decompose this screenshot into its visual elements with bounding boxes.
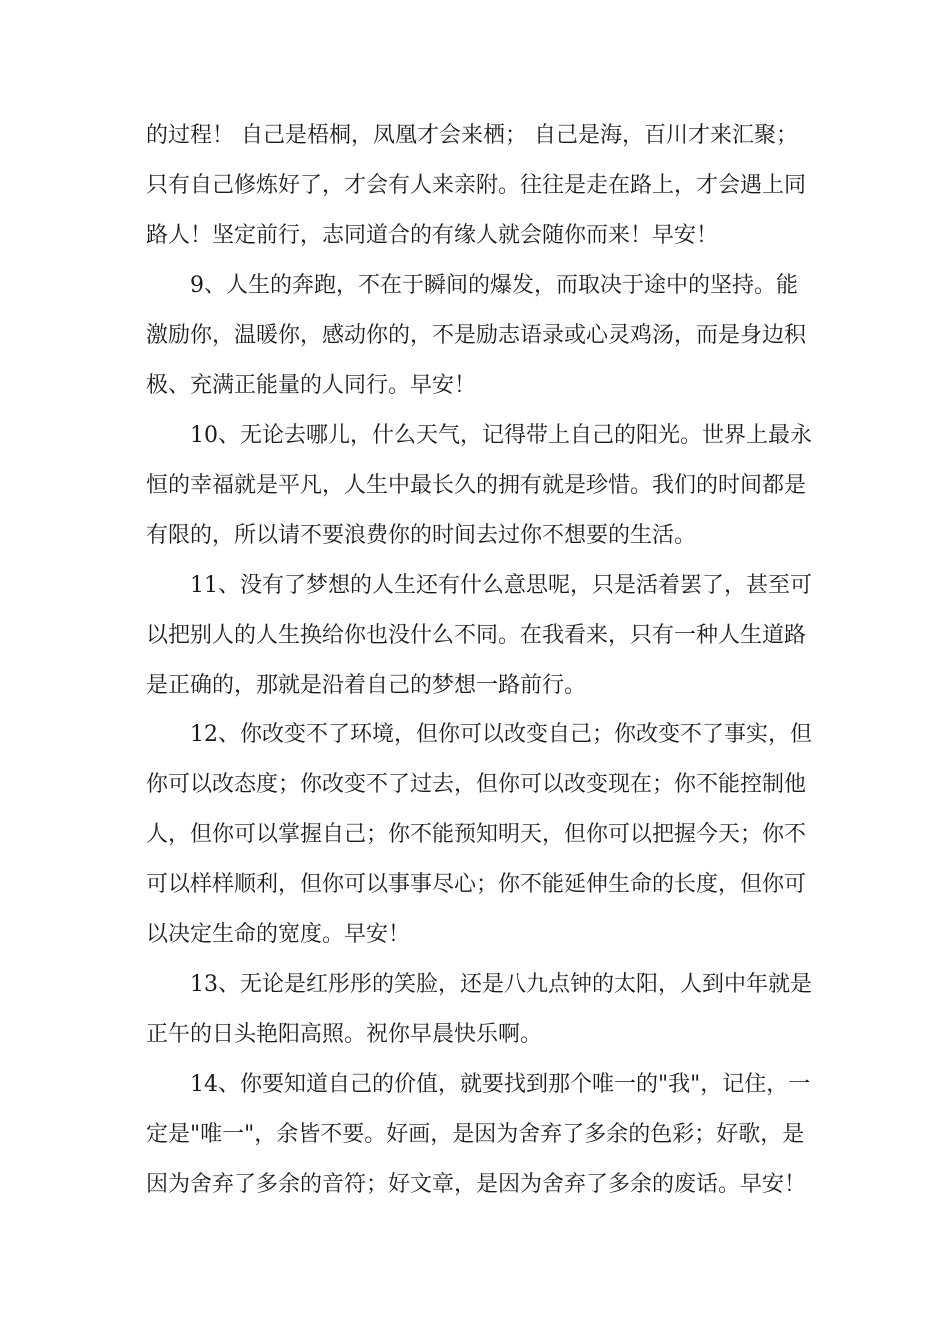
text-line: 极、充满正能量的人同行。早安！ xyxy=(146,373,477,398)
text-line: 有限的，所以请不要浪费你的时间去过你不想要的生活。 xyxy=(146,523,697,548)
text-line: 可以样样顺利，但你可以事事尽心；你不能延伸生命的长度，但你可 xyxy=(146,872,807,897)
paragraph-11-start: 11、没有了梦想的人生还有什么意思呢，只是活着罢了，甚至可 xyxy=(190,573,812,598)
text-line: 路人！坚定前行，志同道合的有缘人就会随你而来！早安！ xyxy=(146,223,719,248)
text-line: 人，但你可以掌握自己；你不能预知明天，但你可以把握今天；你不 xyxy=(146,822,807,847)
text-line: 正午的日头艳阳高照。祝你早晨快乐啊。 xyxy=(146,1022,543,1047)
text-line: 因为舍弃了多余的音符；好文章，是因为舍弃了多余的废话。早安！ xyxy=(146,1172,807,1197)
text-line: 你可以改态度；你改变不了过去，但你可以改变现在；你不能控制他 xyxy=(146,772,807,797)
paragraph-13-start: 13、无论是红彤彤的笑脸，还是八九点钟的太阳，人到中年就是 xyxy=(190,972,812,997)
text-line: 是正确的，那就是沿着自己的梦想一路前行。 xyxy=(146,673,587,698)
text-line: 定是"唯一"，余皆不要。好画，是因为舍弃了多余的色彩；好歌，是 xyxy=(146,1122,805,1147)
text-line: 恒的幸福就是平凡，人生中最长久的拥有就是珍惜。我们的时间都是 xyxy=(146,473,807,498)
text-line: 只有自己修炼好了，才会有人来亲附。往往是走在路上，才会遇上同 xyxy=(146,173,807,198)
text-line: 以决定生命的宽度。早安！ xyxy=(146,922,411,947)
paragraph-12-start: 12、你改变不了环境，但你可以改变自己；你改变不了事实，但 xyxy=(190,722,812,747)
text-line: 以把别人的人生换给你也没什么不同。在我看来，只有一种人生道路 xyxy=(146,623,807,648)
text-line: 的过程！ 自己是梧桐，凤凰才会来栖； 自己是海，百川才来汇聚； xyxy=(146,123,798,148)
paragraph-9-start: 9、人生的奔跑，不在于瞬间的爆发，而取决于途中的坚持。能 xyxy=(190,273,798,298)
paragraph-14-start: 14、你要知道自己的价值，就要找到那个唯一的"我"，记住，一 xyxy=(190,1072,811,1097)
paragraph-10-start: 10、无论去哪儿，什么天气，记得带上自己的阳光。世界上最永 xyxy=(190,423,812,448)
text-line: 激励你，温暖你，感动你的，不是励志语录或心灵鸡汤，而是身边积 xyxy=(146,323,807,348)
